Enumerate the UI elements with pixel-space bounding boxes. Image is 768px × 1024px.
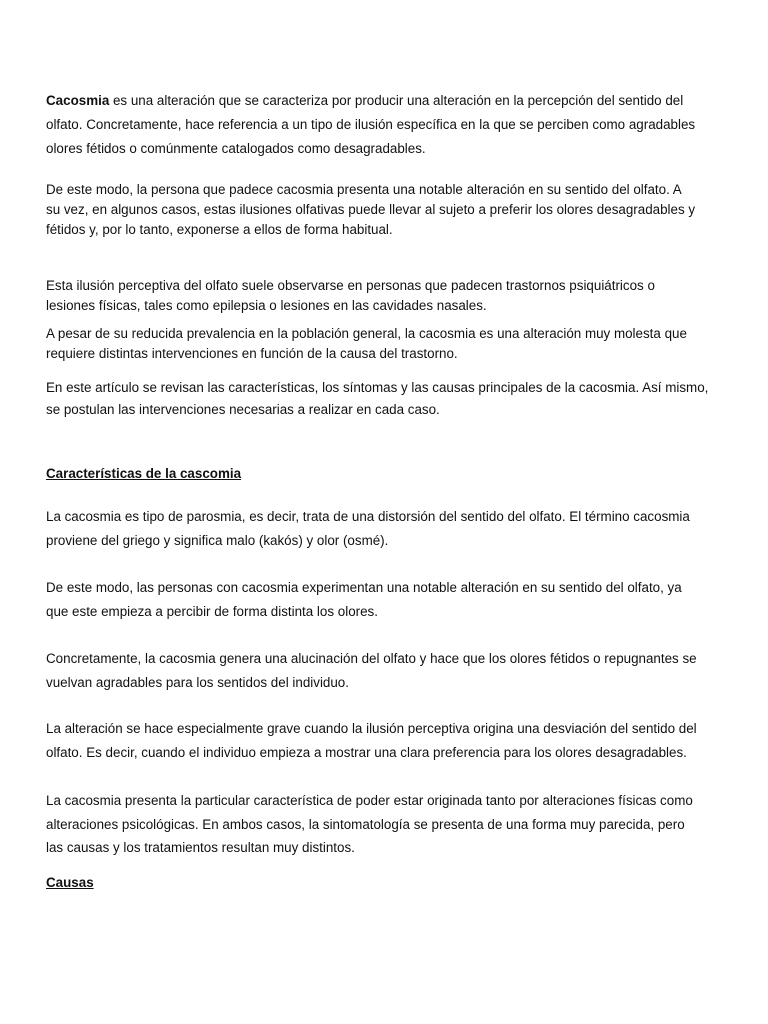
paragraph-line: requiere distintas intervenciones en función de la causa del trastorno. — [46, 346, 458, 361]
paragraph-line: De este modo, las personas con cacosmia experimentan una notable alteración en su sentido del olfato, ya — [46, 580, 682, 595]
section-heading-causas: Causas — [46, 875, 94, 890]
paragraph-line: vuelvan agradables para los sentidos del individuo. — [46, 674, 349, 690]
section1-paragraph-4 — [46, 717, 736, 764]
paragraph-line: que este empieza a percibir de forma distinta los olores. — [46, 603, 378, 619]
paragraph-line: A pesar de su reducida prevalencia en la población general, la cacosmia es una alteración muy molesta que — [46, 326, 687, 341]
paragraph-line: Esta ilusión perceptiva del olfato suele observarse en personas que padecen trastornos psiquiátricos o — [46, 278, 655, 293]
paragraph-line: se postulan las intervenciones necesarias a realizar en cada caso. — [46, 402, 440, 417]
intro-paragraph-3 — [46, 276, 736, 316]
paragraph-line: lesiones físicas, tales como epilepsia o lesiones en las cavidades nasales. — [46, 298, 487, 313]
paragraph-line: proviene del griego y significa malo (kakós) y olor (osmé). — [46, 532, 389, 548]
paragraph-line: las causas y los tratamientos resultan muy distintos. — [46, 840, 355, 855]
paragraph-line: La cacosmia presenta la particular característica de poder estar originada tanto por alteraciones físicas como — [46, 793, 693, 808]
paragraph-line: Concretamente, la cacosmia genera una alucinación del olfato y hace que los olores fétidos o repugnantes se — [46, 651, 697, 666]
paragraph-line: alteraciones psicológicas. En ambos casos, la sintomatología se presenta de una forma muy parecida, pero — [46, 816, 685, 832]
section-heading-caracteristicas: Características de la cascomia — [46, 466, 242, 481]
intro-paragraph-5 — [46, 377, 736, 421]
term-cacosmia: Cacosmia — [46, 93, 110, 108]
paragraph-line: De este modo, la persona que padece cacosmia presenta una notable alteración en su sentido del olfato. A — [46, 182, 682, 197]
paragraph-line: La cacosmia es tipo de parosmia, es decir, trata de una distorsión del sentido del olfato. El término cacosmia — [46, 509, 690, 524]
paragraph-line: fétidos y, por lo tanto, exponerse a ellos de forma habitual. — [46, 222, 393, 237]
paragraph-line: su vez, en algunos casos, estas ilusiones olfativas puede llevar al sujeto a preferir los olores desagradables y — [46, 202, 696, 217]
paragraph-line: olfato. Concretamente, hace referencia a un tipo de ilusión específica en la que se perciben como agradables — [46, 117, 696, 132]
paragraph-line: En este artículo se revisan las características, los síntomas y las causas principales de la cacosmia. Así mismo, — [46, 380, 709, 395]
paragraph-line: olfato. Es decir, cuando el individuo empieza a mostrar una clara preferencia para los olores desagradables. — [46, 744, 687, 760]
paragraph-line: olores fétidos o comúnmente catalogados como desagradables. — [46, 141, 426, 156]
paragraph-line: La alteración se hace especialmente grave cuando la ilusión perceptiva origina una desviación del sentido del — [46, 721, 697, 736]
section1-paragraph-1 — [46, 505, 736, 552]
line-text: es una alteración que se caracteriza por producir una alteración en la percepción del sentido del — [109, 93, 684, 108]
intro-paragraph-1 — [46, 89, 736, 161]
intro-paragraph-2 — [46, 180, 736, 240]
section1-paragraph-3 — [46, 647, 736, 694]
paragraph-line — [46, 89, 736, 113]
section1-paragraph-5 — [46, 789, 736, 860]
intro-paragraph-4 — [46, 324, 736, 364]
section1-paragraph-2 — [46, 576, 736, 623]
